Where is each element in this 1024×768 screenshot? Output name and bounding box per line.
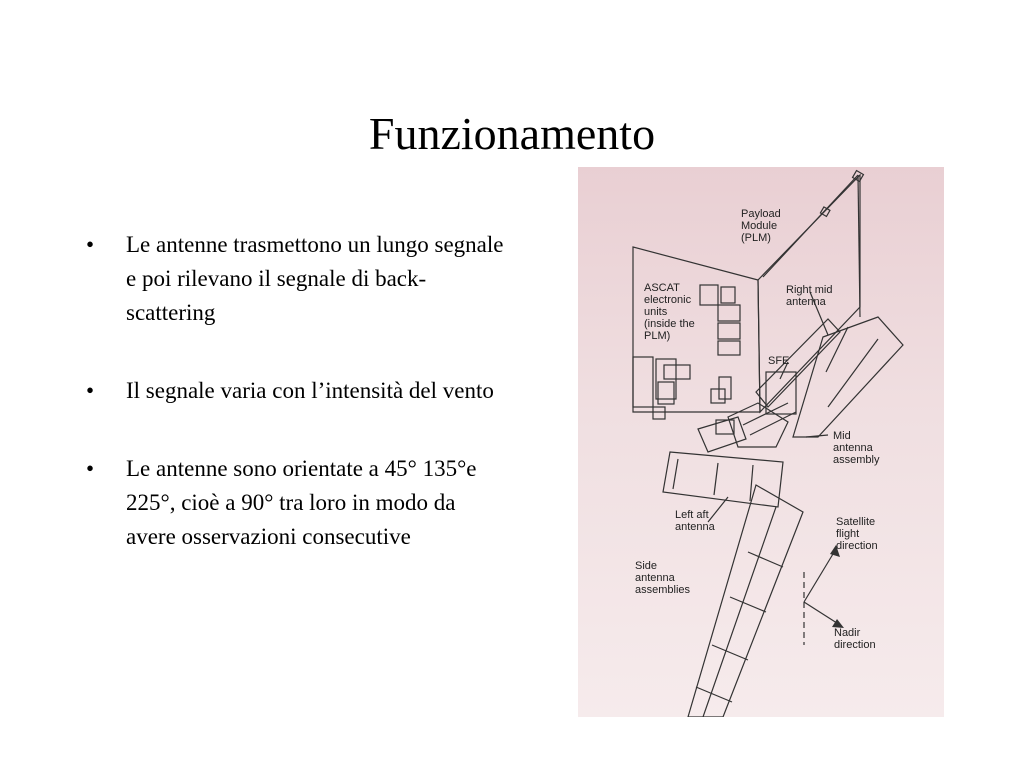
electronic-box xyxy=(633,357,653,407)
mid-antenna-rib xyxy=(828,339,878,407)
bullet-marker: • xyxy=(86,456,95,481)
left-aft-antenna xyxy=(663,452,783,507)
bullet-text: Le antenne trasmettono un lungo segnale e poi rilevano il segnale di back-scattering xyxy=(126,232,504,325)
bullet-list xyxy=(86,228,506,598)
electronic-box xyxy=(718,341,740,355)
label-ascat-units: ASCAT electronic units (inside the PLM) xyxy=(644,282,695,342)
label-sfe: SFE xyxy=(768,355,790,367)
flight-direction-arrow xyxy=(804,549,836,602)
electronic-box xyxy=(653,407,665,419)
bullet-item xyxy=(86,374,506,408)
label-side-antenna-assemblies: Side antenna assemblies xyxy=(635,560,691,596)
satellite-diagram xyxy=(578,167,944,717)
bullet-item xyxy=(86,452,506,554)
side-antenna-seg xyxy=(696,687,732,702)
electronic-box xyxy=(718,305,740,321)
hub-strut xyxy=(750,412,796,435)
side-antenna-seg xyxy=(712,645,748,660)
label-nadir-direction: Nadir direction xyxy=(834,627,876,651)
side-antenna-seg xyxy=(730,597,766,612)
bullet-text: Le antenne sono orientate a 45° 135°e 225°, cioè a 90° tra loro in modo da avere osservazioni consecutive xyxy=(126,456,477,549)
slide-title: Funzionamento xyxy=(368,108,656,159)
bullet-item xyxy=(86,228,506,330)
bullet-marker: • xyxy=(86,232,95,257)
label-left-aft-antenna: Left aft antenna xyxy=(675,509,715,533)
electronic-box xyxy=(718,323,740,339)
mid-antenna-assembly xyxy=(793,317,903,437)
label-right-mid-antenna: Right mid antenna xyxy=(786,284,833,308)
antenna-rib xyxy=(714,463,718,495)
label-mid-antenna-assembly: Mid antenna assembly xyxy=(833,430,880,466)
antenna-rib xyxy=(673,459,678,489)
electronic-box xyxy=(721,287,735,303)
bullet-text: Il segnale varia con l’intensità del vento xyxy=(126,378,494,403)
electronic-box xyxy=(700,285,718,305)
bullet-marker: • xyxy=(86,378,95,403)
side-antenna-seg xyxy=(748,552,783,567)
label-payload-module: Payload Module (PLM) xyxy=(741,208,781,244)
electronic-box xyxy=(664,365,690,379)
nadir-direction-arrow xyxy=(804,602,840,625)
electronic-box xyxy=(658,382,674,404)
electronic-box xyxy=(711,389,725,403)
hub-mechanism xyxy=(728,403,788,447)
satellite-drawing xyxy=(578,167,944,717)
mid-antenna-rib xyxy=(826,327,848,372)
label-satellite-flight-direction: Satellite flight direction xyxy=(836,516,878,552)
